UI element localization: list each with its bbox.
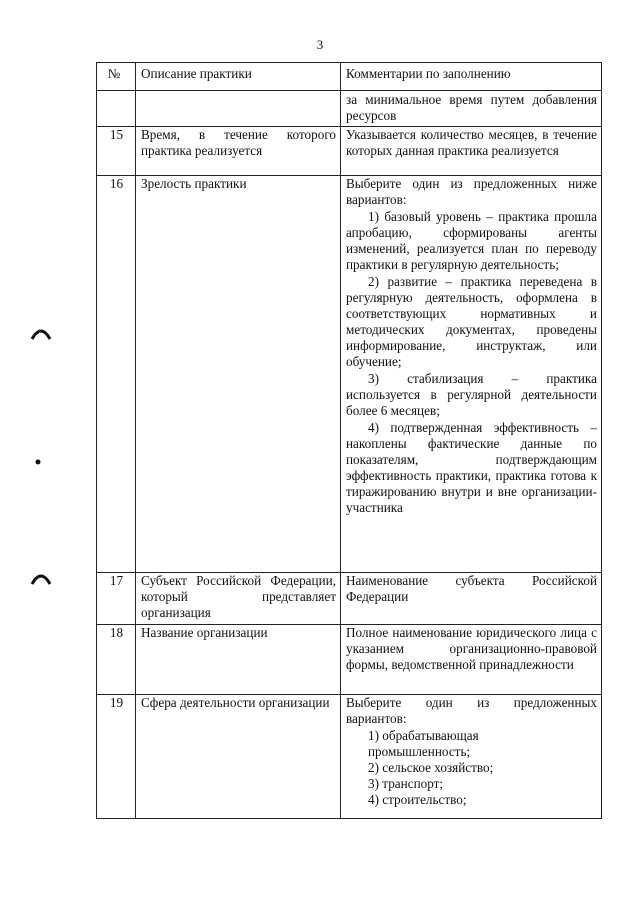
comment-intro: Выберите один из предложенных вариантов: — [346, 695, 597, 726]
practice-description-table — [96, 62, 602, 819]
row-comment: Наименование субъекта Российской Федерации — [341, 573, 602, 625]
option-item: 1) базовый уровень – практика прошла апробацию, сформированы агенты изменений, реализуется план по переводу практики в регулярную деятельность; — [346, 209, 597, 272]
row-comment: Полное наименование юридического лица с указанием организационно-правовой формы, ведомственной принадлежности — [341, 625, 602, 695]
row-description: Сфера деятельности организации — [136, 695, 341, 819]
row-comment — [341, 695, 602, 819]
option-item: 4) строительство; — [368, 792, 467, 807]
header-comment: Комментарии по заполнению — [341, 63, 602, 91]
row-comment: Указывается количество месяцев, в течение которых данная практика реализуется — [341, 127, 602, 176]
row-comment — [341, 176, 602, 573]
row-number — [97, 91, 136, 127]
table-row — [97, 176, 602, 573]
row-description: Субъект Российской Федерации, который представляет организация — [136, 573, 341, 625]
header-description: Описание практики — [136, 63, 341, 91]
row-number: 17 — [97, 573, 136, 625]
option-item: 2) развитие – практика переведена в регулярную деятельность, оформлена в соответствующих нормативных и методических документах, проведены информирование, инструктаж, или обучение; — [346, 274, 597, 369]
row-description — [136, 91, 341, 127]
row-description: Время, в течение которого практика реализуется — [136, 127, 341, 176]
row-description: Название организации — [136, 625, 341, 695]
binding-dot-icon — [34, 458, 42, 466]
option-item: 2) сельское хозяйство; — [368, 760, 494, 775]
table-header-row — [97, 63, 602, 91]
option-item: 3) транспорт; — [368, 776, 444, 791]
page-number: 3 — [316, 37, 324, 52]
table-row — [97, 573, 602, 625]
option-item: 3) стабилизация – практика используется в регулярной деятельности более 6 месяцев; — [346, 371, 597, 418]
binding-mark-icon — [30, 570, 52, 586]
row-number: 18 — [97, 625, 136, 695]
comment-intro: Выберите один из предложенных ниже вариантов: — [346, 176, 597, 207]
table-row — [97, 695, 602, 819]
option-item: 1) обрабатывающая промышленность; — [368, 728, 479, 759]
binding-mark-icon — [30, 325, 52, 341]
table-row — [97, 91, 602, 127]
header-number: № — [97, 63, 136, 91]
row-comment: за минимальное время путем добавления ресурсов — [341, 91, 602, 127]
table-row — [97, 127, 602, 176]
row-number: 16 — [97, 176, 136, 573]
row-number: 19 — [97, 695, 136, 819]
row-number: 15 — [97, 127, 136, 176]
option-item: 4) подтвержденная эффективность – накоплены фактические данные по показателям, подтверждающим эффективность практики, практика готова к тиражированию внутри и вне организации-участника — [346, 420, 597, 515]
row-description: Зрелость практики — [136, 176, 341, 573]
table-row — [97, 625, 602, 695]
